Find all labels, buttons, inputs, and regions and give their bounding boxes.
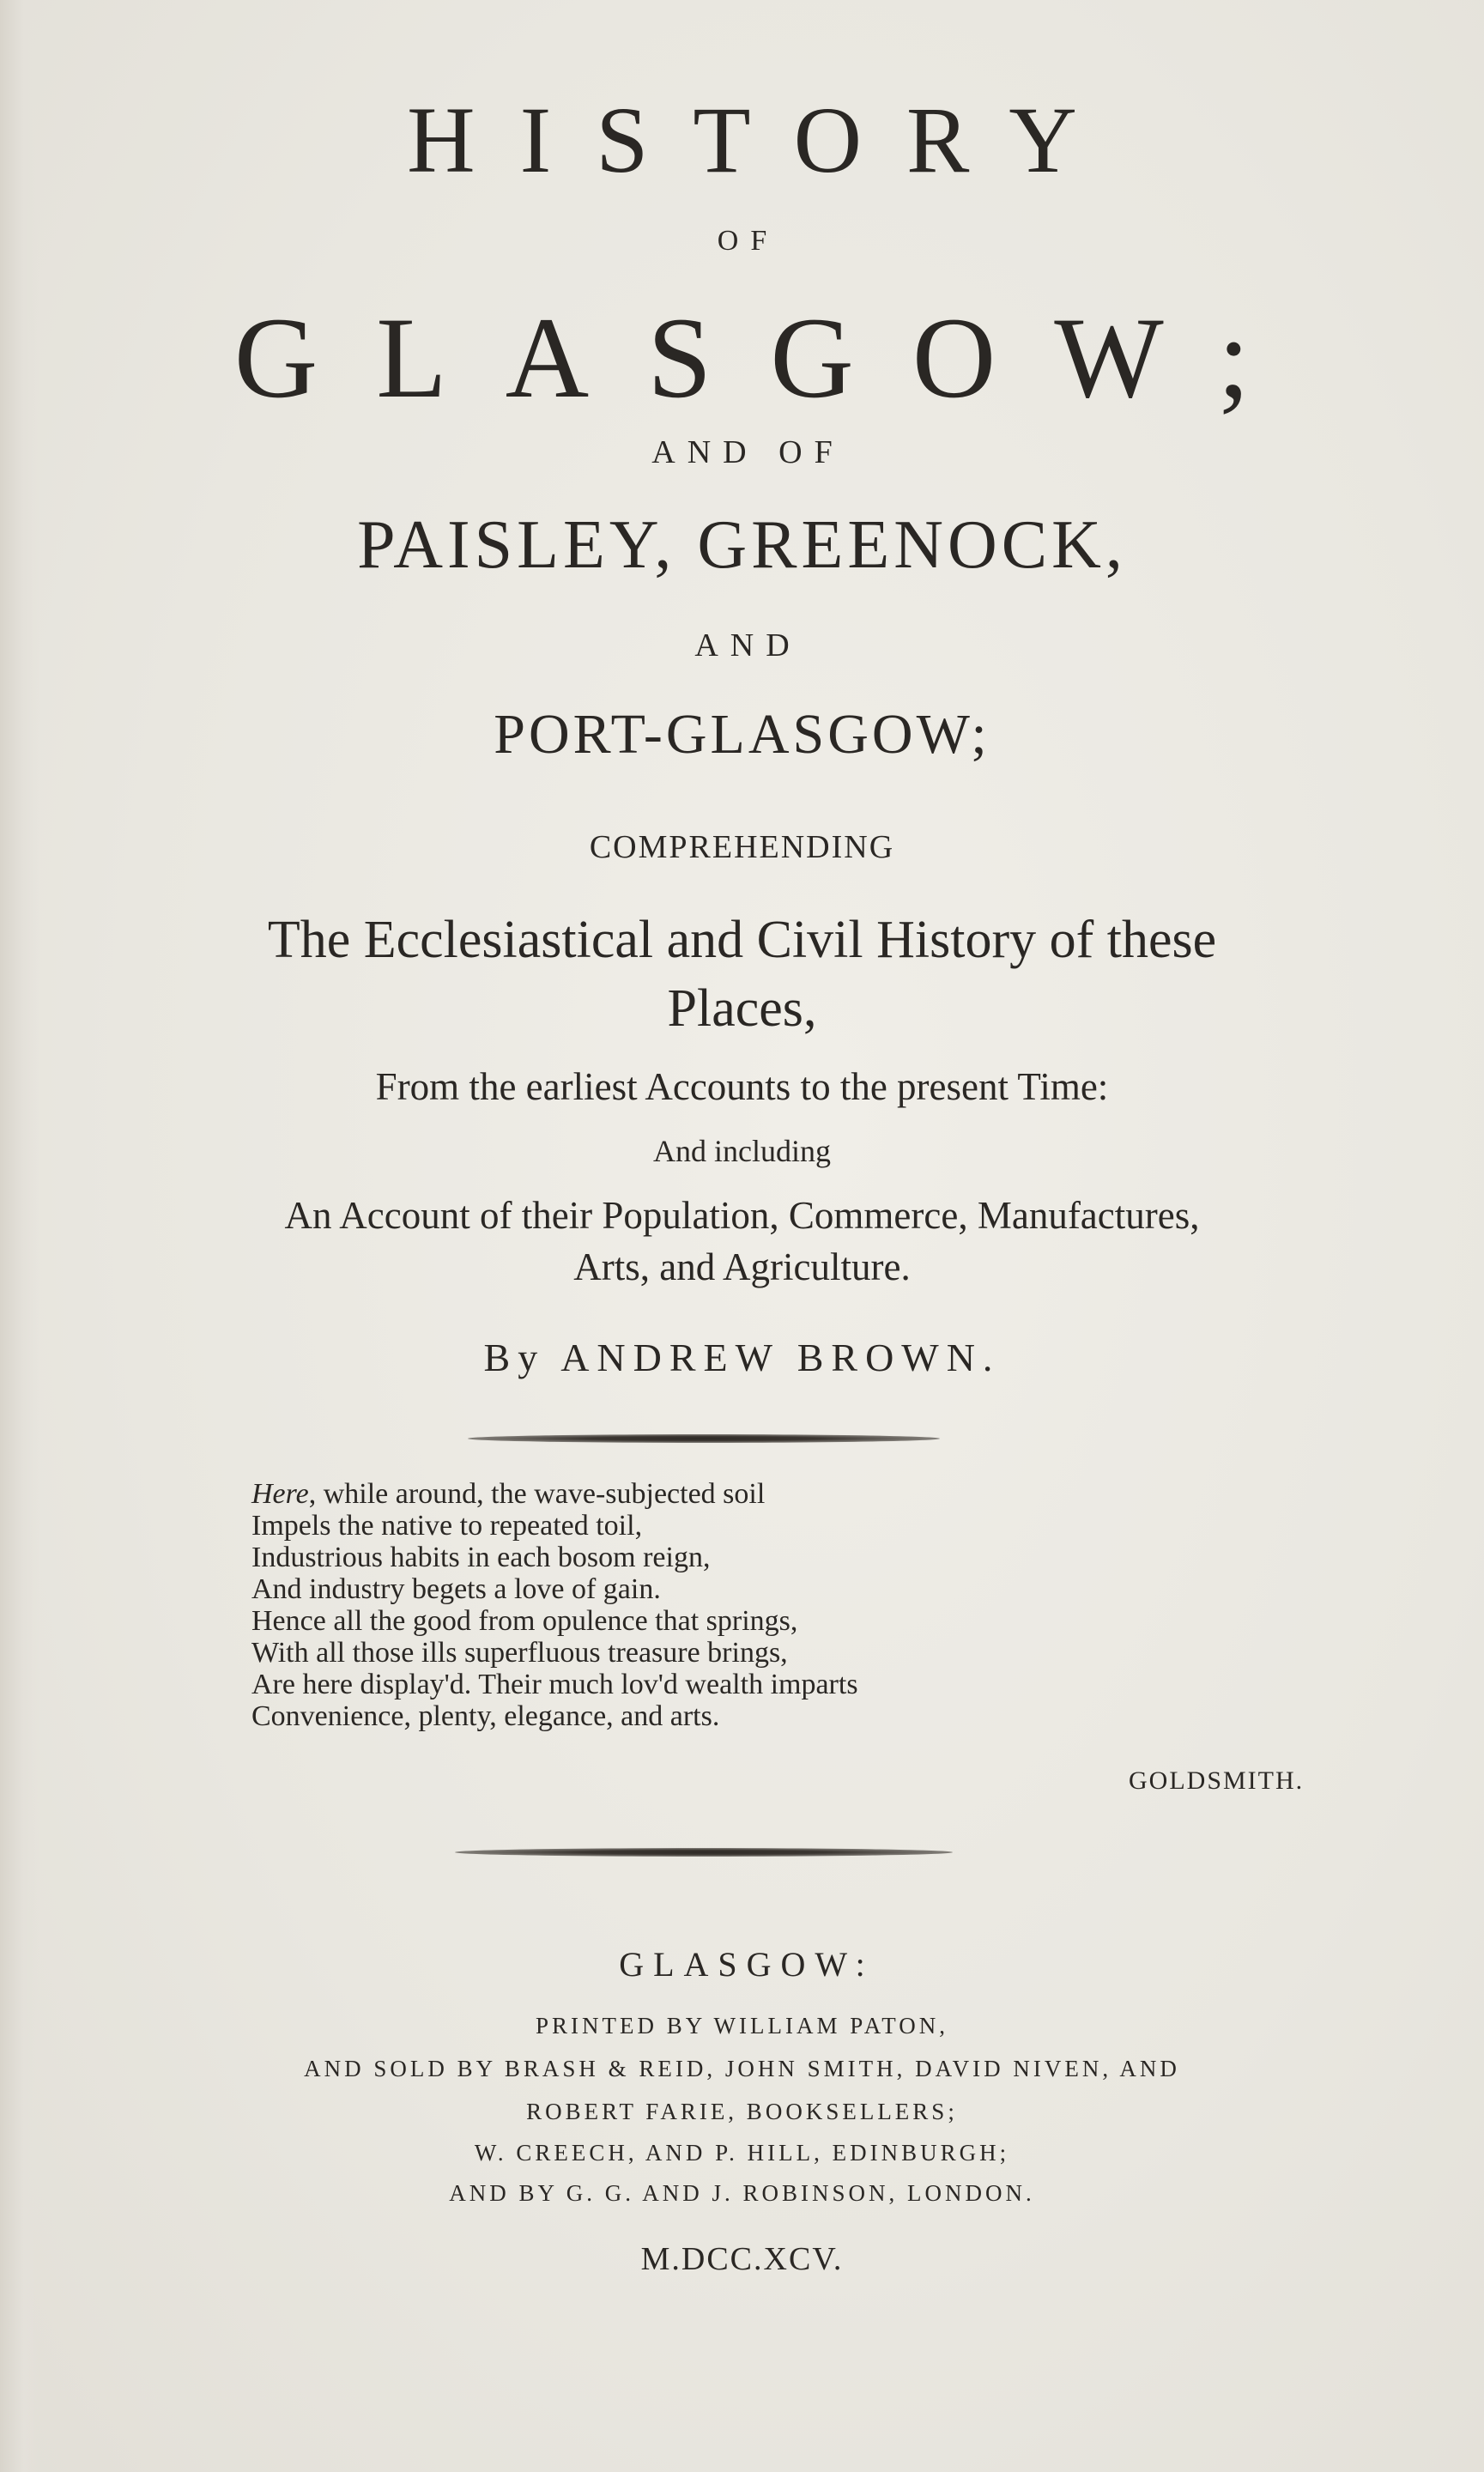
subtitle-line-3: From the earliest Accounts to the present Time: [375,1065,1109,1108]
title-glasgow: GLASGOW; [233,294,1309,422]
title-paisley-greenock: PAISLEY, GREENOCK, [357,507,1127,583]
epigraph-attribution: GOLDSMITH. [1129,1766,1305,1795]
epigraph-line [251,1478,1367,1510]
epigraph-line: Industrious habits in each bosom reign, [251,1542,711,1573]
imprint-london: AND BY G. G. AND J. ROBINSON, LONDON. [449,2180,1035,2206]
subtitle-line-2: Places, [667,979,817,1038]
title-and-of: AND OF [651,434,845,470]
imprint-city: GLASGOW: [619,1945,875,1984]
ornamental-rule-bottom [455,1848,953,1857]
subtitle-line-4: And including [653,1134,831,1168]
epigraph-line: And industry begets a love of gain. [251,1573,661,1605]
title-of: OF [717,225,779,257]
epigraph-first-word: Here [251,1478,309,1510]
imprint-sellers: AND SOLD BY BRASH & REID, JOHN SMITH, DAVID NIVEN, AND [304,2056,1180,2081]
imprint-booksellers: ROBERT FARIE, BOOKSELLERS; [526,2099,958,2124]
title-and: AND [694,627,802,663]
subtitle-comprehending: COMPREHENDING [589,829,895,865]
epigraph-line: Hence all the good from opulence that springs, [251,1605,798,1637]
imprint-printer: PRINTED BY WILLIAM PATON, [535,2013,949,2039]
author-line: By ANDREW BROWN. [483,1336,1001,1379]
imprint-year: M.DCC.XCV. [640,2241,844,2277]
title-port-glasgow: PORT-GLASGOW; [494,703,990,766]
subtitle-line-6: Arts, and Agriculture. [573,1245,911,1288]
title-history: HISTORY [407,88,1122,192]
epigraph-line: With all those ills superfluous treasure brings, [251,1637,788,1669]
epigraph-line: Impels the native to repeated toil, [251,1510,643,1542]
subtitle-line-1: The Ecclesiastical and Civil History of these [267,911,1217,969]
epigraph-line: Are here display'd. Their much lov'd wealth imparts [251,1669,858,1700]
subtitle-line-5: An Account of their Population, Commerce, Manufactures, [284,1194,1200,1237]
epigraph-line: Convenience, plenty, elegance, and arts. [251,1700,720,1732]
imprint-edinburgh: W. CREECH, AND P. HILL, EDINBURGH; [474,2140,1010,2166]
epigraph-first-rest: , while around, the wave-subjected soil [308,1478,766,1510]
epigraph [251,1478,1367,1732]
ornamental-rule-top [468,1434,940,1443]
